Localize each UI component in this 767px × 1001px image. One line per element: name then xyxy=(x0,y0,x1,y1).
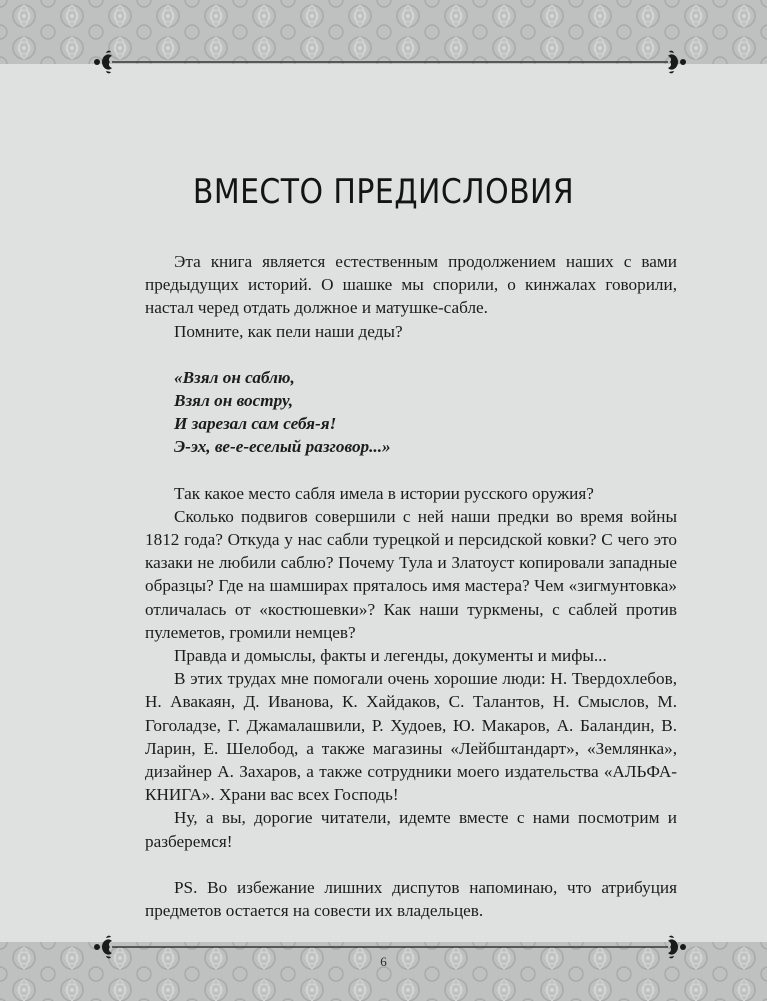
poem-line: Взял он востру, xyxy=(174,391,294,411)
paragraph: Так какое место сабля имела в истории русского оружия? xyxy=(174,483,594,503)
poem-line: «Взял он саблю, xyxy=(174,367,295,387)
paragraph: Ну, а вы, дорогие читатели, идемте вместе с нами посмотрим и разберемся! xyxy=(145,808,677,851)
poem-line: И зарезал сам себя-я! xyxy=(174,414,337,434)
postscript: PS. Во избежание лишних диспутов напоминаю, что атрибуция предметов остается на совести их владельцев. xyxy=(145,877,677,921)
paragraph: В этих трудах мне помогали очень хорошие люди: Н. Твердохлебов, Н. Авакаян, Д. Иванова, К. Хайдаков, С. Талантов, Н. Смыслов, М. Гоголадзе, Г. Джамалашвили, Р. Худоев, Ю. Макаров, А. Баландин, В. Ларин, Е. Шелобод, а также магазины «Лейбштандарт», «Землянка», дизайнер А. Захаров, а также сотрудники моего издательства «АЛЬФА-КНИГА». Храни вас всех Господь! xyxy=(145,669,677,805)
poem-line: Э-эх, ве-е-еселый разговор...» xyxy=(174,437,391,457)
page-title: ВМЕСТО ПРЕДИСЛОВИЯ xyxy=(192,172,575,212)
body-text xyxy=(145,250,677,922)
paragraph: Сколько подвигов совершили с ней наши предки во время войны 1812 года? Откуда у нас сабли турецкой и персидской ковки? С чего это казаки не любили саблю? Почему Тула и Златоуст копировали западные образцы? Где на шамширах пряталось имя мастера? Чем «зигмунтовка» отличалась от «костюшевки»? Как наши туркмены, с саблей против пулеметов, громили немцев? xyxy=(145,506,677,642)
page-number: 6 xyxy=(380,954,387,969)
paragraph: Правда и домыслы, факты и легенды, документы и мифы... xyxy=(174,646,607,666)
paragraph: Эта книга является естественным продолжением наших с вами предыдущих историй. О шашке мы спорили, о кинжалах говорили, настал черед отдать должное и матушке-сабле. xyxy=(145,252,677,318)
paragraph: Помните, как пели наши деды? xyxy=(174,321,403,341)
poem-quote xyxy=(145,366,677,459)
top-divider xyxy=(90,47,690,77)
